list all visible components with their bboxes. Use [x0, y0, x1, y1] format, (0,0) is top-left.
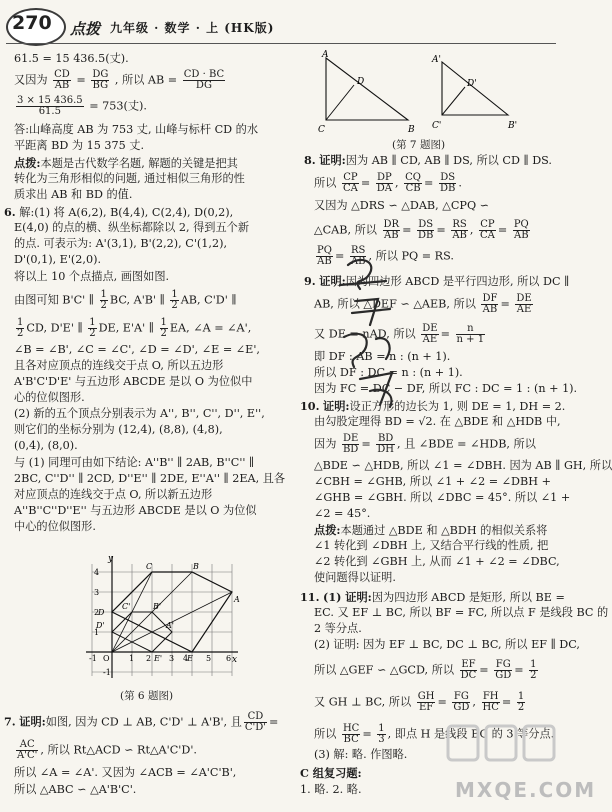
altitude-cd	[326, 85, 354, 120]
text-line	[14, 96, 147, 117]
question-number: 7.	[4, 714, 16, 729]
text-line: 则它们的坐标分别为 (12,4), (8,8), (4,8),	[14, 423, 223, 436]
fraction	[88, 318, 96, 339]
point-e-label: E	[187, 654, 193, 663]
denominator: BG	[92, 80, 109, 91]
denominator: CB	[405, 183, 421, 194]
y-axis-label: y	[108, 554, 114, 564]
proof-label: 证明:	[319, 274, 346, 288]
denominator: 2	[160, 328, 167, 339]
fraction	[342, 434, 359, 455]
triangle-abc	[326, 58, 408, 120]
text-line	[314, 523, 547, 538]
text-line: 所以 △GEF ∽ △GCD, 所以 $\frac{EF}{DC}$ = $\frac{FG}{GD}$ = $\frac{1}{2}$	[314, 659, 537, 681]
text-run: 因为	[314, 437, 337, 451]
denominator: AB	[482, 304, 498, 315]
text-run: 设正方形的边长为 1, 则 DE = 1, DH = 2.	[349, 400, 566, 413]
point-b1-label: B'	[153, 602, 162, 611]
text-line: 与 (1) 同理可由如下结论: A''B'' ∥ 2AB, B''C'' ∥	[14, 456, 255, 469]
text-line: (3) 解: 略. 作图略.	[314, 748, 408, 761]
x-tick-3: 3	[169, 654, 175, 663]
fraction	[515, 294, 532, 315]
text-run: , 所以 PQ = RS.	[368, 249, 454, 263]
numerator: 1	[160, 317, 167, 328]
point-a1-label: A'	[166, 621, 174, 630]
fraction	[53, 70, 71, 91]
point-b-label: B	[193, 562, 199, 571]
denominator: AB	[317, 256, 332, 267]
note-label: 点拨:	[14, 156, 41, 170]
book-title: 九年级 · 数学 · 上 (HK版)	[110, 21, 275, 35]
numerator: AC	[16, 740, 38, 751]
text-line: AB, 所以 △DEF ∽ △AEB, 所以 $\frac{DF}{AB}$ = $\frac{DE}{AE}$	[314, 293, 532, 315]
text-run: = 753(丈).	[89, 99, 147, 113]
text-line: 1. 略. 2. 略.	[300, 783, 362, 796]
text-run: AB, C'D' ∥	[180, 293, 237, 307]
label-d: D	[357, 77, 365, 87]
text-line: △CAB, 所以 $\frac{DR}{AB}$ = $\frac{DS}{DB}$ = $\frac{RS}{AB}$ , $\frac{CP}{CA}$ = $\frac{PQ}{AB}$	[314, 219, 529, 241]
denominator: EF	[418, 702, 434, 713]
denominator: C'D'	[244, 722, 266, 733]
x-tick-6: 6	[226, 654, 232, 663]
label-d1: D'	[467, 79, 477, 89]
numerator: DS	[440, 172, 456, 183]
numerator: DS	[418, 219, 434, 230]
x-tick-1: 1	[129, 654, 135, 663]
numerator: RS	[452, 219, 467, 230]
fraction	[100, 290, 108, 311]
text-run: EA, ∠A = ∠A',	[169, 321, 252, 335]
fraction	[494, 660, 512, 681]
denominator: BD	[342, 444, 359, 455]
fraction	[244, 712, 267, 733]
x-tick-5: 5	[206, 654, 212, 663]
denominator: 3	[378, 734, 385, 745]
denominator: AB	[514, 230, 529, 241]
text-line: 答:山峰高度 AB 为 753 丈, 山峰与标杆 CD 的水	[14, 123, 259, 136]
numerator: GH	[417, 691, 435, 702]
numerator: HC	[342, 723, 360, 734]
label-a1: A'	[432, 55, 441, 65]
denominator: DB	[418, 230, 434, 241]
scribble-stroke-2	[344, 334, 392, 407]
text-line: 平距离 BD 为 15 375 丈.	[14, 139, 145, 152]
text-line	[4, 205, 233, 220]
text-line: 2 等分点.	[314, 622, 362, 635]
label-c: C	[318, 125, 325, 135]
numerator: 1	[17, 317, 24, 328]
text-line: 使问题得以证明.	[314, 571, 396, 584]
text-line: ∠2 = 45°.	[314, 507, 371, 520]
x-tick-4: 4	[183, 654, 189, 663]
numerator: 3 × 15 436.5	[17, 95, 83, 106]
fraction	[482, 692, 500, 713]
scribble-stroke-1	[340, 260, 390, 325]
fraction	[16, 318, 24, 339]
numerator: DE	[342, 433, 359, 444]
question-number: 6.	[4, 205, 16, 219]
text-line: △BDE ∽ △HDB, 所以 ∠1 = ∠DBH. 因为 AB ∥ GH, 所以	[314, 459, 612, 472]
fraction	[342, 173, 359, 194]
fraction	[383, 220, 401, 241]
text-line: 质求出 AB 和 BD 的值.	[14, 188, 133, 201]
numerator: FH	[482, 691, 499, 702]
text-run: AB, 所以 △DEF ∽ △AEB, 所以	[314, 297, 476, 311]
text-run: =	[269, 715, 279, 729]
text-line: $\frac{PQ}{AB}$ = $\frac{RS}{AB}$ , 所以 PQ = RS.	[317, 245, 454, 267]
fraction	[417, 692, 436, 713]
denominator: 61.5	[38, 106, 61, 117]
denominator: AE	[516, 304, 532, 315]
text-run: 本题通过 △BDE 和 △BDH 的相似关系将	[340, 524, 548, 537]
denominator: DH	[377, 444, 395, 455]
fraction	[460, 660, 478, 681]
text-run: 解:(1) 将 A(6,2), B(4,4), C(2,4), D(0,2),	[19, 206, 234, 219]
text-run: 如图, 因为 CD ⊥ AB, C'D' ⊥ A'B', 且	[45, 715, 242, 729]
fraction	[16, 740, 38, 761]
section-heading: C 组复习题:	[300, 766, 362, 780]
numerator: DE	[516, 293, 532, 304]
denominator: GD	[453, 702, 470, 713]
text-line	[14, 318, 251, 339]
numerator: CD	[54, 69, 70, 80]
text-run: △CAB, 所以	[314, 223, 377, 237]
denominator: AB	[54, 80, 70, 91]
text-line: 61.5 = 15 436.5(丈).	[14, 52, 129, 65]
text-line: (2) 新的五个顶点分别表示为 A'', B'', C'', D'', E'',	[14, 407, 265, 420]
fraction	[417, 220, 434, 241]
numerator: CP	[480, 219, 495, 230]
text-run: 因为四边形 ABCD 是平行四边形, 所以 DC ∥	[345, 275, 570, 288]
text-run: DE, E'A' ∥	[98, 321, 158, 335]
text-line: 所以 DF : DC = n : (n + 1).	[314, 366, 463, 379]
altitude-c1d1	[442, 87, 465, 115]
text-line: 对应顶点的连线交于点 O, 所以新五边形	[14, 488, 213, 501]
brand-logo: 点拨	[70, 20, 101, 38]
text-run: BC, A'B' ∥	[109, 293, 169, 307]
label-c1: C'	[432, 121, 442, 131]
text-line: 由勾股定理得 BD = √2. 在 △BDE 和 △HDB 中,	[314, 415, 561, 428]
note-label: 点拨:	[314, 523, 341, 537]
text-run: 所以	[314, 176, 337, 190]
fraction	[16, 96, 84, 117]
text-line: 心的位似图形.	[14, 391, 85, 404]
text-run: 又 GH ⊥ BC, 所以	[314, 695, 412, 709]
text-line: (0,4), (8,0).	[14, 439, 78, 452]
denominator: A'C'	[17, 750, 38, 761]
text-run: 所以 △GEF ∽ △GCD, 所以	[314, 663, 455, 677]
y-tick-2: 2	[94, 608, 100, 617]
denominator: CA	[342, 183, 358, 194]
text-line: 且各对应顶点的连线交于点 O, 所以五边形	[14, 359, 224, 372]
question-number: 10.	[300, 399, 320, 413]
text-line: ∠GHB = ∠GBH. 所以 ∠DBC = 45°. 所以 ∠1 +	[314, 491, 571, 504]
text-line: 又因为 △DRS ∽ △DAB, △CPQ ∽	[314, 199, 490, 212]
text-line: 因为 $\frac{DE}{BD}$ = $\frac{BD}{DH}$ , 且 ∠BDE = ∠HDB, 所以	[314, 433, 536, 455]
numerator: 1	[517, 691, 525, 702]
numerator: BD	[377, 433, 394, 444]
numerator: DP	[377, 172, 392, 183]
denominator: HC	[482, 702, 499, 713]
text-line: 2BC, C''D'' ∥ 2CD, D''E'' ∥ 2DE, E''A'' ∥ 2EA, 且各	[14, 472, 286, 485]
text-line: ∠B = ∠B', ∠C = ∠C', ∠D = ∠D', ∠E = ∠E',	[14, 343, 260, 356]
fraction	[91, 70, 109, 91]
numerator: PQ	[513, 219, 529, 230]
denominator: DC	[460, 670, 477, 681]
text-line: E(4,0) 的点的横、纵坐标都除以 2, 得到五个新	[14, 221, 250, 234]
figure-6-caption: (第 6 题图)	[120, 690, 174, 702]
denominator: BC	[343, 734, 359, 745]
label-b: B	[408, 125, 415, 135]
text-line: D'(0,1), E'(2,0).	[14, 253, 101, 266]
text-line: 所以 $\frac{HC}{BC}$ = $\frac{1}{3}$ , 即点 H 是线段 BC 的 3 等分点.	[314, 723, 555, 745]
numerator: EF	[461, 659, 476, 670]
fraction	[529, 660, 537, 681]
denominator: CA	[480, 230, 495, 241]
watermark-text: MXQE.COM	[455, 778, 597, 802]
denominator: 2	[17, 328, 24, 339]
proof-label: 证明:	[323, 399, 350, 413]
numerator: n	[456, 324, 486, 335]
numerator: CD · BC	[183, 69, 225, 80]
watermark-glyph-1	[448, 726, 478, 760]
text-line	[14, 290, 237, 311]
fraction	[160, 318, 168, 339]
numerator: CD	[244, 712, 267, 723]
point-d-label: D	[98, 608, 105, 617]
text-line: 因为 FC = DC − DF, 所以 FC : DC = 1 : (n + 1).	[314, 382, 578, 395]
text-line: 所以 △ABC ∽ △A'B'C'.	[14, 783, 137, 796]
text-line: A'B'C'D'E' 与五边形 ABCDE 是以 O 为位似中	[14, 375, 253, 388]
text-line: 转化为三角形相似的问题, 通过相似三角形的性	[14, 172, 245, 185]
text-line	[304, 153, 552, 168]
proof-label: 证明:	[19, 714, 46, 729]
denominator: DA	[376, 183, 393, 194]
fraction	[183, 70, 225, 91]
x-tick-2: 2	[146, 654, 152, 663]
fraction	[517, 692, 525, 713]
text-line: EC. 又 EF ⊥ BC, 所以 BF = FC, 所以点 F 是线段 BC 的	[314, 606, 609, 619]
numerator: 1	[378, 723, 385, 734]
fraction	[421, 324, 438, 345]
question-number: 9.	[304, 274, 316, 288]
text-line: 所以 ∠A = ∠A'. 又因为 ∠ACB = ∠A'C'B',	[14, 766, 237, 779]
point-c-label: C	[146, 562, 153, 571]
text-line: 又 DE = nAD, 所以 $\frac{DE}{AE}$ = $\frac{n}{n + 1}$	[314, 323, 485, 345]
fraction	[377, 724, 385, 745]
fraction	[451, 220, 468, 241]
question-number: 8.	[304, 153, 316, 167]
numerator: FG	[495, 659, 511, 670]
text-line	[300, 590, 565, 605]
fraction	[456, 324, 486, 345]
text-line	[4, 712, 278, 733]
y-neg-tick: -1	[103, 668, 111, 677]
fraction	[170, 290, 178, 311]
fraction	[376, 173, 393, 194]
denominator: DG	[195, 80, 212, 91]
point-a-label: A	[234, 595, 240, 604]
denominator: 2	[171, 300, 178, 311]
denominator: AB	[384, 230, 399, 241]
numerator: 1	[530, 659, 537, 670]
figure-7-caption: (第 7 题图)	[392, 139, 446, 151]
denominator: GD	[495, 670, 512, 681]
handwriting-scribble	[330, 255, 420, 415]
text-run: 由图可知 B'C' ∥	[14, 293, 98, 307]
denominator: DB	[439, 183, 456, 194]
text-line: (2) 证明: 因为 EF ⊥ BC, DC ⊥ BC, 所以 EF ∥ DC,	[314, 638, 580, 651]
denominator: AB	[350, 256, 366, 267]
numerator: FG	[453, 691, 469, 702]
denominator: n + 1	[456, 334, 485, 345]
question-number: 11.	[300, 590, 320, 604]
text-line	[14, 70, 227, 91]
figure-6-grid	[82, 552, 242, 682]
numerator: DR	[383, 219, 400, 230]
proof-label: 证明:	[319, 153, 346, 167]
numerator: PQ	[317, 245, 332, 256]
numerator: CQ	[405, 172, 421, 183]
text-run: 因为四边形 ABCD 是矩形, 所以 BE =	[371, 591, 565, 604]
x-neg-tick: -1	[89, 654, 97, 663]
denominator: 2	[530, 670, 537, 681]
denominator: 2	[100, 300, 107, 311]
label-a: A	[322, 50, 329, 60]
text-line: 中心的位似图形.	[14, 520, 96, 533]
fraction	[404, 173, 422, 194]
text-run: 又 DE = nAD, 所以	[314, 327, 416, 341]
point-d1-label: D'	[96, 621, 105, 630]
fraction	[342, 724, 360, 745]
page-number: 270	[12, 12, 52, 34]
point-c1-label: C'	[122, 602, 131, 611]
text-run: 本题是古代数学名题, 解题的关键是把其	[40, 157, 238, 170]
denominator: 2	[517, 702, 525, 713]
y-tick-4: 4	[94, 568, 100, 577]
numerator: 1	[89, 317, 96, 328]
y-tick-3: 3	[94, 588, 100, 597]
y-tick-1: 1	[94, 628, 100, 637]
origin-label: O	[103, 654, 110, 663]
text-line: A''B''C''D''E'' 与五边形 ABCDE 是以 O 为位似	[14, 504, 257, 517]
text-line	[14, 740, 197, 761]
fraction	[513, 220, 530, 241]
text-line: ∠1 转化到 ∠DBH 上, 又结合平行线的性质, 把	[314, 539, 549, 552]
text-line: 所以 $\frac{CP}{CA}$ = $\frac{DP}{DA}$ , $\frac{CQ}{CB}$ = $\frac{DS}{DB}$ .	[314, 172, 462, 194]
header-divider	[6, 43, 556, 44]
text-line: 将以上 10 个点描点, 画图如图.	[14, 270, 170, 283]
text-run: =	[76, 73, 86, 87]
text-line: 的点. 可表示为: A'(3,1), B'(2,2), C'(1,2),	[14, 237, 227, 250]
text-run: , 所以 Rt△ACD ∽ Rt△A'C'D'.	[40, 743, 197, 757]
text-run: , 所以 AB =	[114, 73, 178, 87]
denominator: AB	[452, 230, 467, 241]
figure-7	[312, 50, 552, 140]
numerator: DE	[422, 323, 438, 334]
text-run: 所以	[314, 727, 337, 741]
numerator: 1	[100, 289, 107, 300]
text-line	[14, 156, 238, 171]
fraction	[479, 220, 496, 241]
text-line: 又 GH ⊥ BC, 所以 $\frac{GH}{EF}$ = $\frac{FG}{GD}$ , $\frac{FH}{HC}$ = $\frac{1}{2}$	[314, 691, 525, 713]
numerator: 1	[171, 289, 178, 300]
label-b1: B'	[508, 121, 518, 131]
fraction	[376, 434, 395, 455]
text-run: 因为 AB ∥ CD, AB ∥ DS, 所以 CD ∥ DS.	[345, 154, 552, 167]
fraction	[481, 294, 498, 315]
numerator: DG	[92, 69, 109, 80]
page-header	[0, 0, 566, 50]
point-e1-label: E'	[154, 654, 163, 663]
denominator: 2	[89, 328, 96, 339]
text-run: 且 ∠BDE = ∠HDB, 所以	[404, 437, 536, 451]
text-line: ∠2 转化到 ∠GBH 上, 从而 ∠1 + ∠2 = ∠DBC,	[314, 555, 560, 568]
watermark-glyph-3	[524, 726, 554, 760]
numerator: CP	[343, 172, 358, 183]
numerator: RS	[350, 245, 366, 256]
denominator: AE	[422, 334, 438, 345]
text-run: 又因为	[14, 73, 48, 87]
proof-label: (1) 证明:	[323, 590, 372, 604]
watermark-glyph-2	[486, 726, 516, 760]
text-run: CD, D'E' ∥	[26, 321, 87, 335]
text-line: ∠CBH = ∠GHB, 所以 ∠1 + ∠2 = ∠DBH +	[314, 475, 551, 488]
text-line: 即 DF : AB = n : (n + 1).	[314, 350, 451, 363]
text-run: , 即点 H 是线段 BC 的 3 等分点.	[387, 727, 555, 741]
fraction	[439, 173, 456, 194]
x-axis-label: x	[232, 655, 238, 665]
fraction	[452, 692, 470, 713]
numerator: DF	[482, 293, 498, 304]
